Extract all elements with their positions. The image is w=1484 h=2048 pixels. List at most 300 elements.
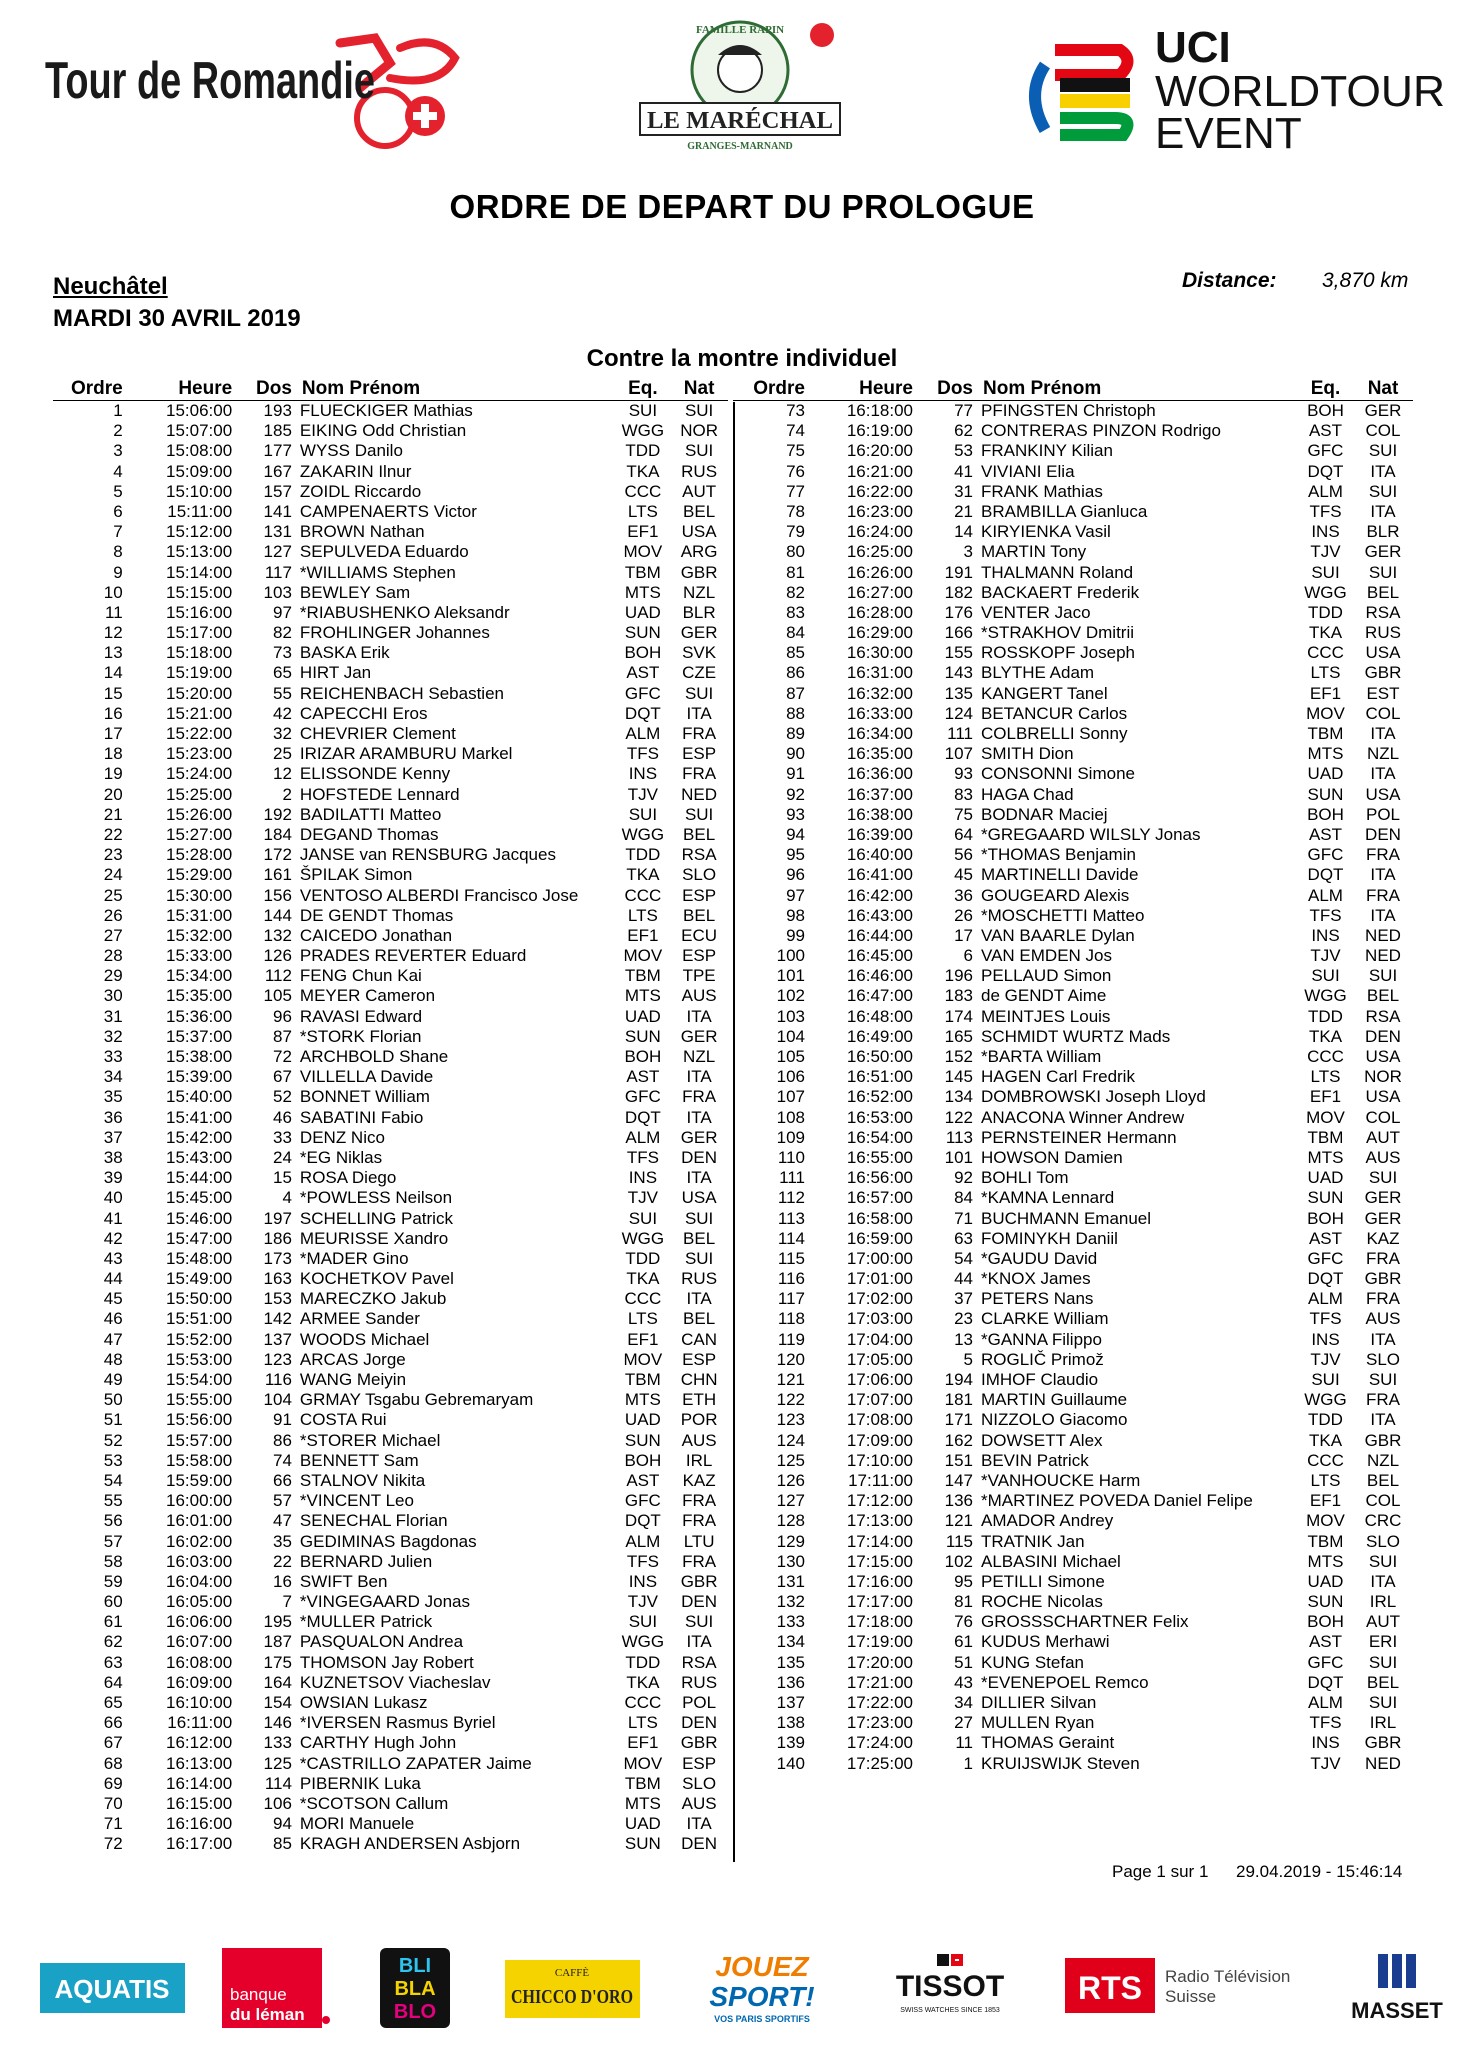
bl-line2: du léman <box>230 2005 305 2024</box>
cell-ordre: 17 <box>103 724 123 743</box>
cell-heure: 15:48:00 <box>166 1248 233 1268</box>
cell-name: *VANHOUCKE Harm <box>981 1470 1141 1490</box>
cell-name: MORI Manuele <box>299 1814 415 1834</box>
cell-nat: SUI <box>1368 481 1398 501</box>
cell-name: THOMAS Geraint <box>981 1733 1115 1753</box>
cell-nat: SUI <box>1368 441 1398 461</box>
cell-ordre: 4 <box>113 461 123 481</box>
cell-ordre: 73 <box>786 401 805 420</box>
cell-ordre: 100 <box>776 946 805 966</box>
cell-nat: RUS <box>681 1672 718 1692</box>
cell-eq: SUN <box>1307 784 1344 804</box>
cell-eq: CCC <box>624 481 662 501</box>
table-row <box>53 1774 728 1794</box>
cell-dos: 166 <box>944 623 973 643</box>
cell-ordre: 48 <box>103 1349 123 1369</box>
col-nat: Nat <box>1367 378 1399 399</box>
cell-name: RAVASI Edward <box>299 1006 423 1026</box>
cell-heure: 17:06:00 <box>846 1370 913 1389</box>
cell-heure: 16:39:00 <box>846 824 913 844</box>
table-row <box>53 785 728 805</box>
cell-name: BEWLEY Sam <box>299 582 411 602</box>
cell-nat: GBR <box>1364 1269 1402 1289</box>
distance-label: Distance: <box>1182 269 1277 292</box>
cell-nat: USA <box>1365 643 1401 663</box>
cell-ordre: 106 <box>776 1067 805 1087</box>
cell-heure: 15:52:00 <box>166 1329 233 1349</box>
table-row <box>53 825 728 845</box>
cell-nat: AUS <box>1365 1309 1401 1329</box>
cell-ordre: 12 <box>103 623 123 643</box>
banque-du-leman-logo <box>222 1948 330 2028</box>
cell-heure: 16:36:00 <box>846 764 913 784</box>
cell-ordre: 105 <box>776 1047 805 1066</box>
cell-dos: 165 <box>944 1026 973 1046</box>
cell-nat: ITA <box>686 1168 712 1188</box>
cell-nat: FRA <box>1366 1248 1400 1268</box>
cell-ordre: 70 <box>103 1793 123 1813</box>
cell-ordre: 64 <box>103 1672 123 1692</box>
cell-ordre: 76 <box>786 461 805 481</box>
cell-heure: 15:10:00 <box>166 481 233 501</box>
cell-nat: RUS <box>681 461 718 481</box>
cell-heure: 16:55:00 <box>846 1147 913 1167</box>
cell-dos: 161 <box>263 865 292 885</box>
cell-dos: 196 <box>944 966 973 986</box>
cell-nat: FRA <box>1366 1289 1400 1309</box>
cell-eq: GFC <box>624 683 661 703</box>
cell-eq: INS <box>1311 925 1340 945</box>
cell-ordre: 37 <box>103 1127 123 1147</box>
cell-heure: 15:41:00 <box>166 1107 233 1127</box>
cell-nat: AUT <box>1366 1127 1400 1147</box>
cell-heure: 17:03:00 <box>846 1309 913 1329</box>
col-name: Nom Prénom <box>301 378 421 399</box>
cell-name: VAN EMDEN Jos <box>981 946 1112 966</box>
table-row <box>53 845 728 865</box>
table-row <box>53 482 728 502</box>
cell-name: BADILATTI Matteo <box>299 804 442 824</box>
table-row <box>53 643 728 663</box>
table-row <box>53 1632 728 1652</box>
cell-nat: DEN <box>681 1147 718 1167</box>
cell-eq: MOV <box>1306 703 1345 723</box>
cell-dos: 163 <box>263 1269 292 1289</box>
table-row <box>53 865 728 885</box>
cell-ordre: 113 <box>777 1208 805 1228</box>
table-row <box>733 1027 1413 1047</box>
cell-nat: GBR <box>680 1571 718 1591</box>
cell-name: GROSSSCHARTNER Felix <box>981 1612 1189 1632</box>
cell-nat: SLO <box>1365 1349 1401 1369</box>
start-order-table-left <box>53 378 728 1855</box>
cell-dos: 15 <box>273 1168 292 1188</box>
cell-nat: FRA <box>682 1551 717 1571</box>
cell-dos: 111 <box>947 724 973 743</box>
cell-nat: CHN <box>680 1370 718 1389</box>
table-row <box>733 401 1413 421</box>
cell-name: FLUECKIGER Mathias <box>299 401 473 420</box>
cell-dos: 193 <box>263 401 292 420</box>
cell-dos: 93 <box>954 764 973 784</box>
cell-heure: 17:08:00 <box>846 1410 913 1430</box>
cell-nat: ITA <box>1370 1571 1396 1591</box>
cell-eq: DQT <box>624 1107 661 1127</box>
cell-dos: 17 <box>954 925 973 945</box>
cell-heure: 17:20:00 <box>846 1652 913 1672</box>
cell-nat: BEL <box>683 1228 716 1248</box>
cell-heure: 15:31:00 <box>166 905 233 925</box>
cell-eq: EF1 <box>627 925 659 945</box>
cell-eq: WGG <box>621 824 665 844</box>
cell-dos: 65 <box>273 663 292 683</box>
cell-ordre: 58 <box>103 1551 123 1571</box>
cell-nat: SLO <box>682 1773 717 1793</box>
cell-ordre: 7 <box>113 522 123 542</box>
cell-nat: BLR <box>1366 522 1400 542</box>
jouez-2: SPORT! <box>709 1981 815 2012</box>
cell-heure: 16:52:00 <box>846 1087 913 1107</box>
cell-name: CLARKE William <box>981 1309 1109 1329</box>
col-nat: Nat <box>683 378 715 399</box>
rows-left <box>53 401 728 1855</box>
cell-heure: 15:50:00 <box>166 1289 233 1309</box>
cell-heure: 15:17:00 <box>166 623 233 643</box>
cell-eq: WGG <box>1304 986 1347 1006</box>
cell-name: HIRT Jan <box>299 663 372 683</box>
cell-dos: 13 <box>954 1329 973 1349</box>
cell-name: MULLEN Ryan <box>981 1713 1095 1733</box>
cell-eq: WGG <box>1304 582 1347 602</box>
cell-heure: 15:57:00 <box>166 1430 233 1450</box>
cell-heure: 16:46:00 <box>846 966 913 986</box>
cell-nat: ESP <box>682 946 717 966</box>
cell-dos: 23 <box>954 1309 973 1329</box>
cell-ordre: 104 <box>776 1026 805 1046</box>
cell-name: AMADOR Andrey <box>981 1511 1114 1531</box>
cell-eq: TJV <box>1310 946 1341 966</box>
bbb-3: BLO <box>393 2001 437 2023</box>
cell-eq: ALM <box>625 1127 661 1147</box>
table-row <box>733 603 1413 623</box>
table-row <box>53 1350 728 1370</box>
cell-heure: 16:18:00 <box>846 401 913 420</box>
cell-ordre: 123 <box>776 1410 805 1430</box>
cell-nat: ITA <box>1370 905 1396 925</box>
cell-eq: MTS <box>624 986 661 1006</box>
table-row <box>53 1491 728 1511</box>
table-row <box>733 482 1413 502</box>
cell-dos: 46 <box>273 1107 292 1127</box>
cell-eq: LTS <box>627 501 658 521</box>
cell-eq: EF1 <box>627 1733 659 1753</box>
cell-dos: 156 <box>263 885 292 905</box>
table-row <box>733 1128 1413 1148</box>
cell-ordre: 130 <box>776 1551 805 1571</box>
col-dos: Dos <box>937 378 973 399</box>
cell-dos: 146 <box>263 1713 292 1733</box>
cell-eq: UAD <box>624 1006 661 1026</box>
table-row <box>733 986 1413 1006</box>
cell-name: FRANKINY Kilian <box>981 441 1113 461</box>
cell-name: *BARTA William <box>981 1047 1102 1066</box>
uci-line2: WORLDTOUR <box>1155 67 1445 116</box>
cell-ordre: 15 <box>103 683 123 703</box>
table-row <box>733 946 1413 966</box>
cell-name: *MADER Gino <box>299 1248 409 1268</box>
cell-name: PFINGSTEN Christoph <box>981 401 1156 420</box>
cell-name: *POWLESS Neilson <box>299 1188 453 1208</box>
table-row <box>53 563 728 583</box>
cell-ordre: 65 <box>103 1693 123 1712</box>
cell-name: DOWSETT Alex <box>981 1430 1103 1450</box>
cell-heure: 17:24:00 <box>846 1733 913 1753</box>
jouez-1: JOUEZ <box>715 1951 809 1982</box>
cell-eq: MTS <box>1307 1147 1344 1167</box>
cell-ordre: 135 <box>776 1652 805 1672</box>
cell-name: *SCOTSON Callum <box>299 1793 449 1813</box>
table-header <box>53 378 728 401</box>
cell-dos: 76 <box>954 1612 973 1632</box>
cell-name: ROSSKOPF Joseph <box>981 643 1136 663</box>
table-row <box>733 643 1413 663</box>
cell-nat: FRA <box>682 724 717 743</box>
cell-eq: SUI <box>1311 562 1340 582</box>
cell-eq: TBM <box>624 562 661 582</box>
cell-dos: 26 <box>954 905 973 925</box>
cell-nat: FRA <box>1366 845 1400 865</box>
cell-heure: 17:22:00 <box>846 1693 913 1712</box>
cell-nat: ITA <box>686 1814 712 1834</box>
cell-dos: 143 <box>944 663 973 683</box>
cell-name: WANG Meiyin <box>299 1370 407 1389</box>
cell-eq: UAD <box>624 1814 661 1834</box>
table-row <box>733 1330 1413 1350</box>
cell-nat: KAZ <box>1366 1228 1400 1248</box>
cell-eq: TJV <box>1310 1753 1341 1773</box>
cell-ordre: 114 <box>777 1228 805 1248</box>
cell-nat: SUI <box>684 804 714 824</box>
cell-heure: 17:25:00 <box>846 1753 913 1773</box>
cell-eq: ALM <box>1308 1289 1343 1309</box>
cell-eq: AST <box>1308 421 1343 441</box>
cell-nat: RUS <box>681 1269 718 1289</box>
cell-heure: 15:33:00 <box>166 946 233 966</box>
cell-nat: FRA <box>1366 885 1400 905</box>
cell-eq: TDD <box>1308 1006 1343 1026</box>
cell-eq: AST <box>626 1470 660 1490</box>
cell-dos: 185 <box>263 421 292 441</box>
cell-eq: INS <box>628 1571 658 1591</box>
cell-name: CAPECCHI Eros <box>299 703 428 723</box>
cell-eq: SUN <box>624 623 661 643</box>
cell-ordre: 111 <box>779 1168 805 1188</box>
cell-eq: LTS <box>627 1713 658 1733</box>
cell-heure: 16:59:00 <box>846 1228 913 1248</box>
cell-heure: 16:23:00 <box>846 501 913 521</box>
cell-heure: 17:21:00 <box>846 1672 913 1692</box>
cell-ordre: 36 <box>103 1107 123 1127</box>
logo-tdr-text: Tour de Romandie <box>45 52 375 110</box>
cell-name: IMHOF Claudio <box>981 1370 1099 1389</box>
cell-ordre: 23 <box>103 845 123 865</box>
cell-nat: GER <box>1364 542 1402 562</box>
col-heure: Heure <box>178 378 233 399</box>
jouez-3: VOS PARIS SPORTIFS <box>714 2014 810 2024</box>
cell-name: THALMANN Roland <box>981 562 1134 582</box>
table-row <box>53 1713 728 1733</box>
cell-name: *MOSCHETTI Matteo <box>981 905 1145 925</box>
cell-nat: SLO <box>682 865 717 885</box>
cell-dos: 142 <box>263 1309 292 1329</box>
cell-name: *STORK Florian <box>299 1026 422 1046</box>
cell-eq: TKA <box>1308 1026 1343 1046</box>
cell-eq: ALM <box>625 724 661 743</box>
table-row <box>53 1552 728 1572</box>
cell-ordre: 21 <box>103 804 123 824</box>
table-row <box>53 1410 728 1430</box>
cell-dos: 25 <box>273 744 292 764</box>
cell-name: GEDIMINAS Bagdonas <box>299 1531 477 1551</box>
cell-heure: 16:44:00 <box>846 925 913 945</box>
cell-dos: 55 <box>273 683 292 703</box>
le-marechal-logo <box>640 15 840 155</box>
cell-name: *GREGAARD WILSLY Jonas <box>981 824 1201 844</box>
cell-dos: 102 <box>944 1551 973 1571</box>
cell-nat: SUI <box>684 441 714 461</box>
cell-ordre: 6 <box>113 501 123 521</box>
cell-eq: TBM <box>624 966 661 986</box>
cell-ordre: 26 <box>103 905 123 925</box>
cell-dos: 112 <box>264 966 292 986</box>
table-row <box>53 1027 728 1047</box>
cell-nat: DEN <box>681 1592 718 1612</box>
cell-heure: 15:30:00 <box>166 885 233 905</box>
cell-name: PELLAUD Simon <box>981 966 1112 986</box>
cell-nat: BEL <box>683 501 716 521</box>
cell-name: NIZZOLO Giacomo <box>981 1410 1128 1430</box>
cell-heure: 17:18:00 <box>846 1612 913 1632</box>
cell-ordre: 45 <box>103 1289 123 1309</box>
cell-dos: 133 <box>263 1733 292 1753</box>
cell-heure: 16:19:00 <box>846 421 913 441</box>
table-row <box>53 946 728 966</box>
cell-name: ANACONA Winner Andrew <box>981 1107 1185 1127</box>
cell-nat: POL <box>1365 804 1401 824</box>
cell-eq: ALM <box>1308 885 1343 905</box>
table-row <box>733 542 1413 562</box>
cell-dos: 7 <box>282 1592 292 1612</box>
uci-line1: UCI <box>1155 23 1231 72</box>
cell-eq: EF1 <box>627 1329 659 1349</box>
cell-nat: SVK <box>682 643 717 663</box>
table-row <box>733 845 1413 865</box>
cell-name: DEGAND Thomas <box>299 824 439 844</box>
col-ordre: Ordre <box>70 378 123 399</box>
table-row <box>733 926 1413 946</box>
table-row <box>53 1733 728 1753</box>
cell-nat: GER <box>1364 401 1402 420</box>
cell-name: PIBERNIK Luka <box>299 1773 421 1793</box>
cell-dos: 12 <box>273 764 292 784</box>
cell-dos: 167 <box>263 461 292 481</box>
cell-eq: UAD <box>1307 764 1344 784</box>
cell-ordre: 85 <box>786 643 805 663</box>
cell-ordre: 30 <box>103 986 123 1006</box>
cell-ordre: 61 <box>103 1612 123 1632</box>
cell-dos: 4 <box>282 1188 292 1208</box>
cell-dos: 153 <box>263 1289 292 1309</box>
cell-ordre: 118 <box>777 1309 805 1329</box>
cell-ordre: 122 <box>776 1390 805 1410</box>
cell-ordre: 90 <box>786 744 805 764</box>
col-name: Nom Prénom <box>983 378 1102 399</box>
cell-name: BOHLI Tom <box>981 1168 1069 1188</box>
cell-ordre: 24 <box>103 865 123 885</box>
cell-ordre: 121 <box>776 1370 805 1389</box>
cell-nat: SUI <box>684 1208 714 1228</box>
cell-name: EIKING Odd Christian <box>299 421 467 441</box>
cell-eq: AST <box>1308 1228 1343 1248</box>
cell-eq: UAD <box>624 1410 661 1430</box>
table-row <box>53 1067 728 1087</box>
chicco-top: CAFFÈ <box>554 1967 590 1979</box>
cell-dos: 83 <box>954 784 973 804</box>
cell-ordre: 25 <box>103 885 123 905</box>
table-row <box>53 1269 728 1289</box>
cell-heure: 16:14:00 <box>166 1773 233 1793</box>
cell-eq: TKA <box>626 865 660 885</box>
cell-name: SCHELLING Patrick <box>299 1208 453 1228</box>
cell-ordre: 126 <box>776 1470 805 1490</box>
cell-nat: SLO <box>1365 1531 1401 1551</box>
cell-dos: 107 <box>944 744 973 764</box>
cell-ordre: 35 <box>103 1087 123 1107</box>
cell-name: VIVIANI Elia <box>981 461 1075 481</box>
cell-dos: 27 <box>954 1713 973 1733</box>
cell-dos: 41 <box>954 461 973 481</box>
table-row <box>53 805 728 825</box>
table-row <box>53 603 728 623</box>
cell-heure: 15:12:00 <box>166 522 233 542</box>
cell-dos: 33 <box>273 1127 292 1147</box>
table-row <box>53 1249 728 1269</box>
cell-dos: 106 <box>263 1793 292 1813</box>
cell-name: GRMAY Tsgabu Gebremaryam <box>299 1390 534 1410</box>
cell-nat: AUS <box>1365 1147 1401 1167</box>
cell-dos: 36 <box>954 885 973 905</box>
cell-heure: 17:14:00 <box>846 1531 913 1551</box>
race-date: MARDI 30 AVRIL 2019 <box>53 305 301 332</box>
cell-name: ARMEE Sander <box>299 1309 420 1329</box>
cell-eq: GFC <box>624 1087 661 1107</box>
cell-name: CONTRERAS PINZON Rodrigo <box>981 421 1221 441</box>
table-row <box>53 663 728 683</box>
cell-nat: CZE <box>682 663 717 683</box>
cell-eq: AST <box>1308 824 1343 844</box>
cell-dos: 87 <box>273 1026 292 1046</box>
cell-eq: BOH <box>624 1047 662 1066</box>
cell-dos: 52 <box>273 1087 292 1107</box>
bli-bla-blo-logo <box>380 1948 450 2028</box>
cell-nat: NOR <box>680 421 718 441</box>
cell-ordre: 139 <box>776 1733 805 1753</box>
table-row <box>733 1693 1413 1713</box>
cell-ordre: 96 <box>786 865 805 885</box>
cell-dos: 126 <box>263 946 292 966</box>
cell-eq: LTS <box>1310 663 1341 683</box>
cell-dos: 184 <box>263 824 292 844</box>
